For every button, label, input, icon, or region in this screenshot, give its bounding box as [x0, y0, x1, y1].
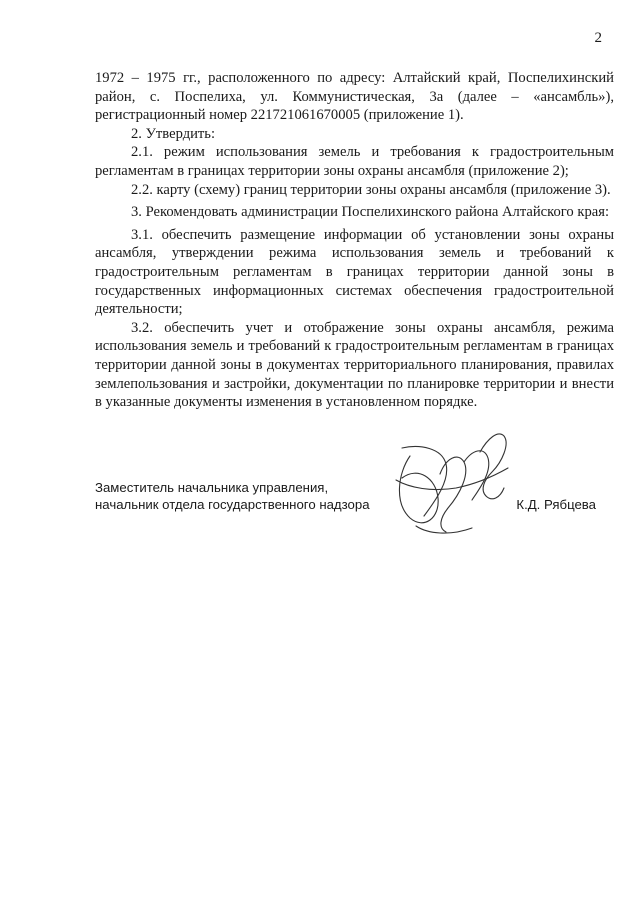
- paragraph-item-2-1: 2.1. режим использования земель и требования к градостроительным регламентам в границах территории зоны охраны ансамбля (приложение 2);: [95, 144, 614, 179]
- paragraph-item-2-2: 2.2. карту (схему) границ территории зоны охраны ансамбля (приложение 3).: [131, 181, 611, 198]
- paragraph-intro: 1972 – 1975 гг., расположенного по адресу: Алтайский край, Поспелихинский район, с. Поспелиха, ул. Коммунистическая, 3а (далее – «ансамбль»), регистрационный номер 221721061670005 (приложение 1).: [95, 70, 614, 124]
- handwritten-signature: [380, 418, 520, 543]
- signer-name: К.Д. Рябцева: [516, 496, 596, 512]
- signer-title-line-1: Заместитель начальника управления,: [95, 480, 329, 495]
- paragraph-item-3-2: 3.2. обеспечить учет и отображение зоны охраны ансамбля, режима использования земель и требований к градостроительным регламентам в границах территории данной зоны в документах территориального планирования, правилах землепользования и застройки, документации по планировке территории и внести в указанные документы изменения в установленном порядке.: [95, 319, 614, 411]
- paragraph-item-2: 2. Утвердить:: [131, 125, 216, 142]
- signer-title: [95, 480, 370, 513]
- paragraph-item-3: 3. Рекомендовать администрации Поспелихинского района Алтайского края:: [131, 204, 610, 221]
- paragraph-item-3-1: 3.1. обеспечить размещение информации об установлении зоны охраны ансамбля, утверждении режима использования земель и требований к градостроительным регламентам в границах территории данной зоны в государственных информационных системах обеспечения градостроительной деятельности;: [95, 226, 614, 318]
- signer-title-line-2: начальник отдела государственного надзора: [95, 496, 370, 512]
- page-number: 2: [594, 30, 602, 46]
- document-body: [95, 69, 614, 412]
